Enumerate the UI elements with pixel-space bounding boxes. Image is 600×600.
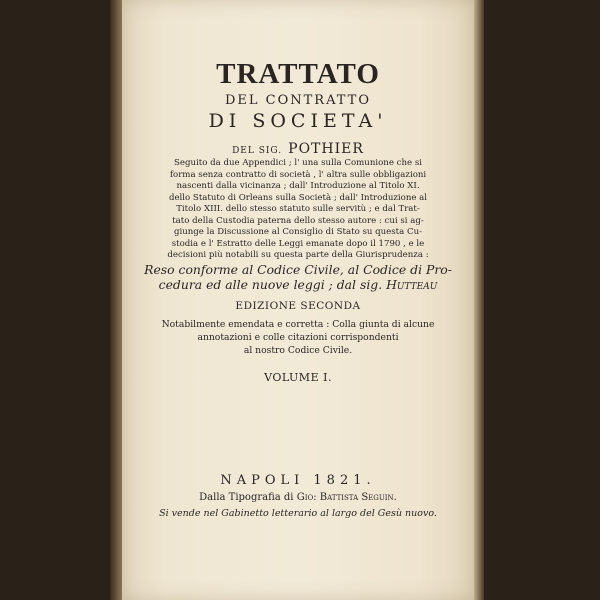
book-edge-right — [474, 0, 484, 600]
author-prefix: DEL SIG. — [232, 146, 283, 156]
italic-editor-block — [122, 262, 474, 292]
book-edge-left — [110, 0, 122, 600]
description-line: nascenti dalla vicinanza ; dall' Introduzione al Titolo XI. — [176, 181, 420, 191]
note-block — [122, 318, 474, 357]
subtitle-line-2: DI SOCIETA' — [208, 110, 388, 132]
description-line: dello Statuto di Orleans sulla Società ; dall' Introduzione al — [168, 192, 428, 203]
italic-line-1: Reso conforme al Codice Civile, al Codice di Pro- — [144, 262, 452, 277]
italic-line-2-prefix: cedura ed alle nuove leggi ; dal sig. — [158, 277, 383, 292]
description-line: giunge la Discussione al Consiglio di Stato su questa Cu- — [173, 227, 423, 237]
description-line: stodia e l' Estratto delle Leggi emanate dopo il 1790 , e le — [171, 238, 425, 249]
note-line: annotazioni e colle citazioni corrispondenti — [197, 332, 399, 343]
description-line: tato della Custodia paterna dello stesso autore : cui si ag- — [172, 215, 424, 226]
note-line: al nostro Codice Civile. — [243, 345, 353, 356]
printer-line — [122, 492, 474, 503]
description-line: Titolo XIII. dello stesso statuto sulle servitù ; e dal Trat- — [176, 204, 420, 214]
volume-label: VOLUME I. — [264, 371, 332, 384]
author-line — [122, 141, 474, 157]
description-line: forma senza contratto di società , l' altra sulle obbligazioni — [169, 169, 427, 180]
printer-prefix: Dalla Tipografia di — [199, 492, 294, 503]
subtitle-line-1: DEL CONTRATTO — [224, 93, 372, 108]
description-block — [122, 158, 474, 262]
note-line: Notabilmente emendata e corretta : Colla giunta di alcune — [161, 319, 435, 330]
editor-name: Hutteau — [386, 277, 438, 292]
seller-line: Si vende nel Gabinetto letterario al largo del Gesù nuovo. — [159, 508, 437, 519]
book-title: TRATTATO — [216, 58, 380, 90]
description-line: decisioni più notabili su questa parte della Giurisprudenza : — [167, 250, 429, 260]
edition-label: EDIZIONE SECONDA — [235, 300, 361, 312]
italic-line-2 — [122, 277, 474, 292]
title-page — [122, 0, 474, 600]
description-line: Seguito da due Appendici ; l' una sulla Comunione che si — [174, 158, 422, 168]
printer-name: Gio: Battista Seguin. — [296, 492, 397, 503]
author-name: POTHIER — [288, 141, 364, 157]
city-year: NAPOLI 1821. — [220, 473, 376, 488]
